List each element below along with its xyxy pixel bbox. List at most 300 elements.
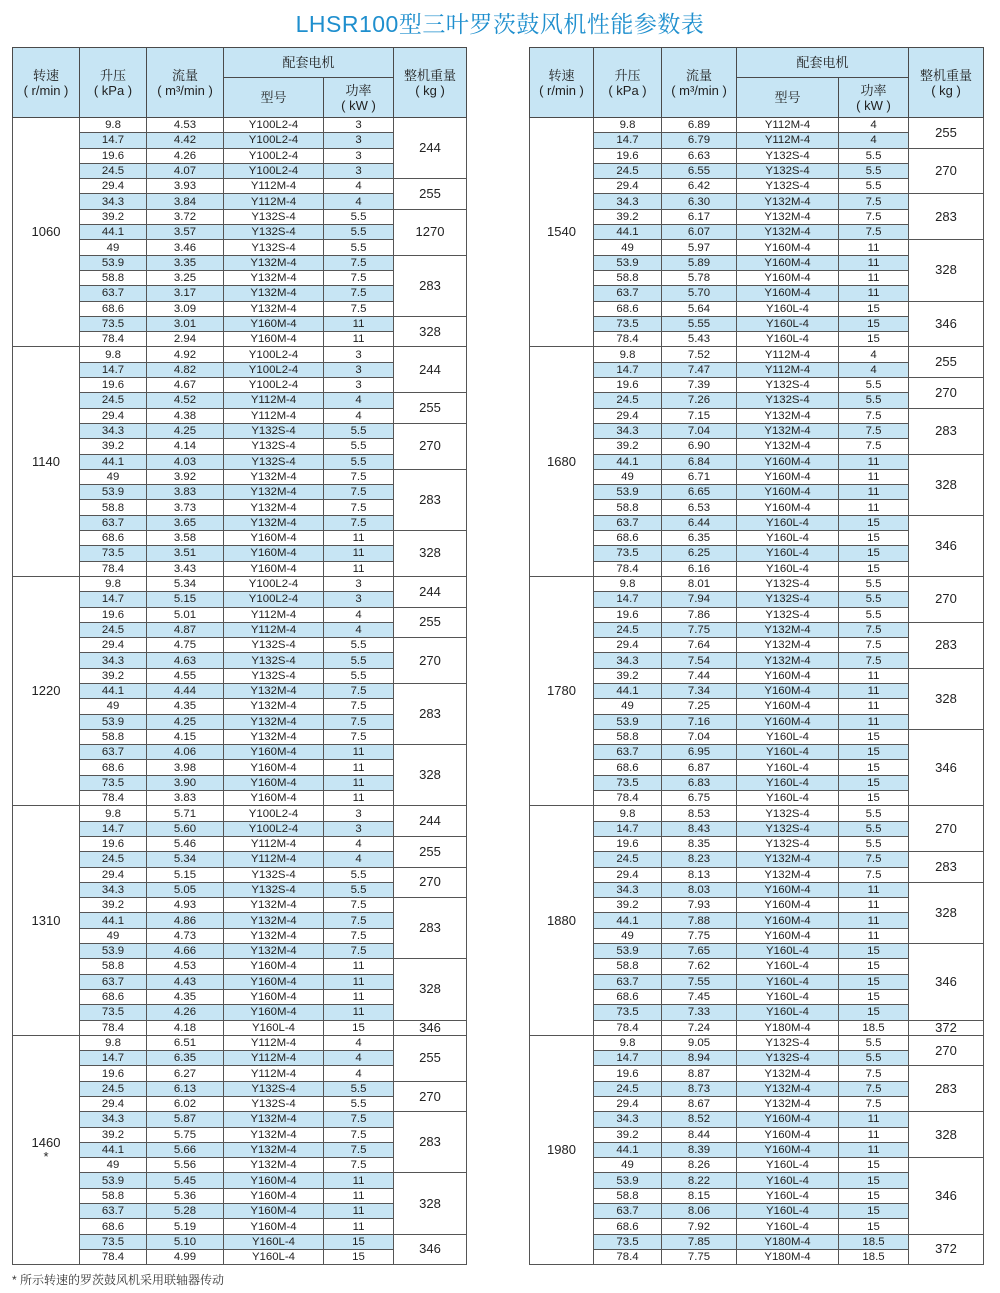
model-cell: Y160L-4 [737,316,839,331]
weight-cell: 328 [394,531,467,577]
model-cell: Y160L-4 [737,561,839,576]
model-cell: Y112M-4 [224,393,324,408]
flow-cell: 5.05 [147,882,224,897]
power-cell: 11 [324,1173,394,1188]
pressure-cell: 24.5 [80,852,147,867]
power-cell: 11 [839,500,909,515]
weight-cell: 1270 [394,209,467,255]
power-cell: 15 [839,959,909,974]
pressure-cell: 19.6 [594,148,662,163]
flow-cell: 3.90 [147,775,224,790]
model-cell: Y160M-4 [224,760,324,775]
pressure-cell: 53.9 [80,944,147,959]
power-cell: 11 [324,332,394,347]
model-cell: Y160L-4 [737,531,839,546]
model-cell: Y132S-4 [737,576,839,591]
pressure-cell: 73.5 [594,316,662,331]
model-cell: Y132M-4 [737,1066,839,1081]
pressure-cell: 49 [80,1158,147,1173]
power-cell: 15 [839,745,909,760]
model-cell: Y100L2-4 [224,163,324,178]
table-row [13,423,467,438]
flow-cell: 5.15 [147,867,224,882]
model-cell: Y160M-4 [737,683,839,698]
weight-cell: 346 [909,944,984,1020]
speed-cell: 1680 [530,347,594,576]
flow-cell: 4.18 [147,1020,224,1035]
pressure-cell: 19.6 [80,607,147,622]
flow-cell: 6.07 [662,225,737,240]
flow-cell: 6.83 [662,775,737,790]
model-cell: Y132M-4 [224,1158,324,1173]
power-cell: 7.5 [324,729,394,744]
pressure-cell: 34.3 [80,653,147,668]
pressure-cell: 68.6 [594,760,662,775]
pressure-cell: 58.8 [80,729,147,744]
flow-cell: 2.94 [147,332,224,347]
model-cell: Y132M-4 [737,867,839,882]
flow-cell: 7.86 [662,607,737,622]
weight-cell: 270 [909,378,984,409]
power-cell: 4 [324,1035,394,1050]
header-pressure: 升压 ( kPa ) [594,48,662,118]
pressure-cell: 49 [80,469,147,484]
pressure-cell: 68.6 [80,1219,147,1234]
model-cell: Y160M-4 [737,485,839,500]
model-cell: Y132S-4 [737,148,839,163]
power-cell: 11 [839,714,909,729]
model-cell: Y132M-4 [224,1112,324,1127]
pressure-cell: 63.7 [594,286,662,301]
model-cell: Y160L-4 [737,729,839,744]
power-cell: 11 [324,775,394,790]
model-cell: Y160M-4 [737,240,839,255]
header-motor: 配套电机 [224,48,394,78]
pressure-cell: 53.9 [80,485,147,500]
power-cell: 7.5 [324,928,394,943]
flow-cell: 6.27 [147,1066,224,1081]
model-cell: Y132M-4 [224,699,324,714]
power-cell: 15 [839,791,909,806]
pressure-cell: 34.3 [594,194,662,209]
pressure-cell: 44.1 [80,683,147,698]
pressure-cell: 58.8 [80,270,147,285]
flow-cell: 4.14 [147,439,224,454]
power-cell: 15 [839,1204,909,1219]
model-cell: Y160M-4 [737,714,839,729]
weight-cell: 283 [394,683,467,744]
power-cell: 15 [839,775,909,790]
model-cell: Y132S-4 [737,1051,839,1066]
flow-cell: 3.43 [147,561,224,576]
flow-cell: 3.35 [147,255,224,270]
flow-cell: 6.75 [662,791,737,806]
power-cell: 4 [324,852,394,867]
power-cell: 5.5 [839,393,909,408]
pressure-cell: 34.3 [594,653,662,668]
flow-cell: 7.54 [662,653,737,668]
power-cell: 7.5 [839,622,909,637]
power-cell: 7.5 [324,699,394,714]
model-cell: Y180M-4 [737,1020,839,1035]
power-cell: 15 [839,729,909,744]
flow-cell: 6.02 [147,1097,224,1112]
pressure-cell: 63.7 [594,515,662,530]
pressure-cell: 68.6 [80,301,147,316]
flow-cell: 7.15 [662,408,737,423]
pressure-cell: 9.8 [594,806,662,821]
power-cell: 5.5 [324,1081,394,1096]
model-cell: Y112M-4 [224,179,324,194]
flow-cell: 4.87 [147,622,224,637]
flow-cell: 4.03 [147,454,224,469]
pressure-cell: 73.5 [80,546,147,561]
pressure-cell: 14.7 [80,362,147,377]
power-cell: 15 [839,989,909,1004]
flow-cell: 4.52 [147,393,224,408]
power-cell: 5.5 [324,240,394,255]
pressure-cell: 49 [80,928,147,943]
model-cell: Y160M-4 [224,1173,324,1188]
speed-cell: 1220 [13,576,80,805]
flow-cell: 7.88 [662,913,737,928]
model-cell: Y100L2-4 [224,118,324,133]
flow-cell: 3.73 [147,500,224,515]
weight-cell: 328 [909,668,984,729]
pressure-cell: 78.4 [80,1020,147,1035]
power-cell: 5.5 [324,1097,394,1112]
performance-table-left [12,47,467,1265]
flow-cell: 7.34 [662,683,737,698]
flow-cell: 5.70 [662,286,737,301]
flow-cell: 6.17 [662,209,737,224]
power-cell: 15 [324,1234,394,1249]
pressure-cell: 9.8 [594,576,662,591]
model-cell: Y160M-4 [737,882,839,897]
flow-cell: 6.79 [662,133,737,148]
weight-cell: 283 [909,194,984,240]
weight-cell: 346 [909,515,984,576]
pressure-cell: 34.3 [80,423,147,438]
flow-cell: 6.63 [662,148,737,163]
model-cell: Y160M-4 [737,898,839,913]
flow-cell: 6.25 [662,546,737,561]
weight-cell: 372 [909,1234,984,1265]
power-cell: 4 [324,1066,394,1081]
power-cell: 18.5 [839,1249,909,1264]
flow-cell: 4.06 [147,745,224,760]
flow-cell: 5.75 [147,1127,224,1142]
weight-cell: 328 [909,240,984,301]
power-cell: 15 [324,1020,394,1035]
model-cell: Y160L-4 [737,1158,839,1173]
flow-cell: 6.35 [147,1051,224,1066]
pressure-cell: 53.9 [80,714,147,729]
header-pressure: 升压 ( kPa ) [80,48,147,118]
model-cell: Y112M-4 [737,347,839,362]
flow-cell: 5.28 [147,1204,224,1219]
power-cell: 7.5 [324,301,394,316]
power-cell: 11 [839,469,909,484]
pressure-cell: 44.1 [80,454,147,469]
power-cell: 7.5 [839,1097,909,1112]
flow-cell: 7.04 [662,729,737,744]
model-cell: Y100L2-4 [224,148,324,163]
power-cell: 5.5 [324,439,394,454]
power-cell: 5.5 [839,163,909,178]
power-cell: 11 [839,668,909,683]
flow-cell: 7.39 [662,378,737,393]
pressure-cell: 53.9 [80,255,147,270]
pressure-cell: 29.4 [80,867,147,882]
power-cell: 3 [324,576,394,591]
weight-cell: 270 [909,148,984,194]
flow-cell: 6.42 [662,179,737,194]
model-cell: Y132M-4 [224,270,324,285]
table-row [530,944,984,959]
table-row [13,836,467,851]
weight-cell: 346 [909,1158,984,1234]
model-cell: Y112M-4 [224,607,324,622]
table-row [13,209,467,224]
model-cell: Y160M-4 [224,316,324,331]
header-flow: 流量 ( m³/min ) [147,48,224,118]
table-row [530,347,984,362]
power-cell: 18.5 [839,1234,909,1249]
flow-cell: 4.66 [147,944,224,959]
model-cell: Y132S-4 [224,225,324,240]
model-cell: Y132S-4 [224,653,324,668]
header-speed: 转速 ( r/min ) [13,48,80,118]
table-row [13,316,467,331]
pressure-cell: 44.1 [80,1142,147,1157]
power-cell: 7.5 [324,944,394,959]
pressure-cell: 53.9 [594,1173,662,1188]
model-cell: Y132M-4 [224,898,324,913]
power-cell: 11 [839,1142,909,1157]
flow-cell: 4.43 [147,974,224,989]
weight-cell: 328 [909,882,984,943]
flow-cell: 8.03 [662,882,737,897]
flow-cell: 8.01 [662,576,737,591]
flow-cell: 4.26 [147,1005,224,1020]
model-cell: Y160M-4 [737,255,839,270]
flow-cell: 6.71 [662,469,737,484]
power-cell: 11 [324,1005,394,1020]
model-cell: Y132M-4 [737,408,839,423]
table-row [13,607,467,622]
pressure-cell: 78.4 [80,1249,147,1264]
weight-cell: 244 [394,118,467,179]
model-cell: Y132M-4 [737,852,839,867]
weight-cell: 255 [394,393,467,424]
pressure-cell: 39.2 [594,209,662,224]
flow-cell: 4.75 [147,638,224,653]
flow-cell: 6.16 [662,561,737,576]
power-cell: 3 [324,163,394,178]
weight-cell: 283 [909,1066,984,1112]
model-cell: Y132M-4 [224,515,324,530]
model-cell: Y132M-4 [737,1081,839,1096]
table-row [13,576,467,591]
pressure-cell: 9.8 [594,347,662,362]
model-cell: Y132M-4 [224,469,324,484]
header-model: 型号 [224,78,324,118]
flow-cell: 6.44 [662,515,737,530]
table-row [13,179,467,194]
power-cell: 11 [839,270,909,285]
model-cell: Y160M-4 [224,546,324,561]
model-cell: Y132M-4 [737,439,839,454]
flow-cell: 6.90 [662,439,737,454]
model-cell: Y132M-4 [224,913,324,928]
pressure-cell: 63.7 [80,515,147,530]
power-cell: 11 [324,1204,394,1219]
power-cell: 4 [839,347,909,362]
flow-cell: 7.85 [662,1234,737,1249]
flow-cell: 8.73 [662,1081,737,1096]
pressure-cell: 63.7 [80,974,147,989]
table-row [13,898,467,913]
power-cell: 15 [839,1219,909,1234]
pressure-cell: 34.3 [594,882,662,897]
pressure-cell: 19.6 [80,378,147,393]
model-cell: Y132S-4 [737,836,839,851]
model-cell: Y100L2-4 [224,576,324,591]
model-cell: Y160M-4 [224,561,324,576]
model-cell: Y112M-4 [224,852,324,867]
flow-cell: 6.65 [662,485,737,500]
pressure-cell: 73.5 [80,1234,147,1249]
weight-cell: 283 [909,622,984,668]
pressure-cell: 68.6 [80,531,147,546]
model-cell: Y132M-4 [224,485,324,500]
pressure-cell: 58.8 [80,500,147,515]
power-cell: 7.5 [324,898,394,913]
pressure-cell: 58.8 [80,1188,147,1203]
power-cell: 5.5 [839,378,909,393]
model-cell: Y160L-4 [737,1188,839,1203]
model-cell: Y160L-4 [737,775,839,790]
table-row [13,1081,467,1096]
flow-cell: 4.26 [147,148,224,163]
flow-cell: 7.16 [662,714,737,729]
flow-cell: 4.93 [147,898,224,913]
flow-cell: 3.17 [147,286,224,301]
pressure-cell: 19.6 [594,607,662,622]
power-cell: 15 [839,1005,909,1020]
weight-cell: 346 [909,301,984,347]
flow-cell: 4.35 [147,989,224,1004]
pressure-cell: 34.3 [594,423,662,438]
power-cell: 7.5 [839,638,909,653]
weight-cell: 270 [909,806,984,852]
model-cell: Y132M-4 [737,423,839,438]
pressure-cell: 44.1 [594,1142,662,1157]
power-cell: 18.5 [839,1020,909,1035]
pressure-cell: 63.7 [80,745,147,760]
speed-cell: 1980 [530,1035,594,1264]
weight-cell: 328 [394,316,467,347]
power-cell: 7.5 [839,225,909,240]
table-row [13,806,467,821]
pressure-cell: 14.7 [594,362,662,377]
model-cell: Y112M-4 [224,1051,324,1066]
flow-cell: 6.55 [662,163,737,178]
flow-cell: 8.22 [662,1173,737,1188]
power-cell: 5.5 [839,576,909,591]
power-cell: 5.5 [324,867,394,882]
power-cell: 7.5 [839,194,909,209]
flow-cell: 5.45 [147,1173,224,1188]
model-cell: Y160L-4 [737,974,839,989]
model-cell: Y180M-4 [737,1249,839,1264]
table-row [530,882,984,897]
power-cell: 7.5 [324,286,394,301]
weight-cell: 255 [394,1035,467,1081]
power-cell: 5.5 [324,225,394,240]
pressure-cell: 63.7 [594,745,662,760]
pressure-cell: 78.4 [80,332,147,347]
flow-cell: 7.93 [662,898,737,913]
flow-cell: 3.46 [147,240,224,255]
flow-cell: 8.53 [662,806,737,821]
weight-cell: 346 [909,729,984,805]
model-cell: Y160M-4 [737,469,839,484]
table-row [13,118,467,133]
pressure-cell: 49 [594,699,662,714]
model-cell: Y132M-4 [737,1097,839,1112]
power-cell: 11 [839,240,909,255]
pressure-cell: 78.4 [594,1249,662,1264]
pressure-cell: 29.4 [80,638,147,653]
table-row [530,240,984,255]
power-cell: 11 [839,1112,909,1127]
pressure-cell: 24.5 [80,1081,147,1096]
power-cell: 15 [839,316,909,331]
power-cell: 7.5 [324,1112,394,1127]
table-row [13,469,467,484]
pressure-cell: 14.7 [594,821,662,836]
flow-cell: 4.38 [147,408,224,423]
pressure-cell: 34.3 [80,194,147,209]
flow-cell: 5.64 [662,301,737,316]
power-cell: 4 [839,133,909,148]
power-cell: 11 [324,791,394,806]
model-cell: Y160M-4 [224,1204,324,1219]
pressure-cell: 14.7 [80,133,147,148]
flow-cell: 7.52 [662,347,737,362]
flow-cell: 5.34 [147,576,224,591]
pressure-cell: 44.1 [594,683,662,698]
model-cell: Y132M-4 [737,622,839,637]
power-cell: 5.5 [839,821,909,836]
model-cell: Y132S-4 [224,240,324,255]
pressure-cell: 68.6 [80,760,147,775]
weight-cell: 270 [394,638,467,684]
table-row [530,1020,984,1035]
pressure-cell: 9.8 [80,806,147,821]
power-cell: 5.5 [839,806,909,821]
header-weight: 整机重量 ( kg ) [394,48,467,118]
table-row [13,1112,467,1127]
model-cell: Y132M-4 [224,729,324,744]
power-cell: 7.5 [839,209,909,224]
model-cell: Y100L2-4 [224,133,324,148]
pressure-cell: 34.3 [80,1112,147,1127]
power-cell: 7.5 [324,469,394,484]
flow-cell: 5.19 [147,1219,224,1234]
